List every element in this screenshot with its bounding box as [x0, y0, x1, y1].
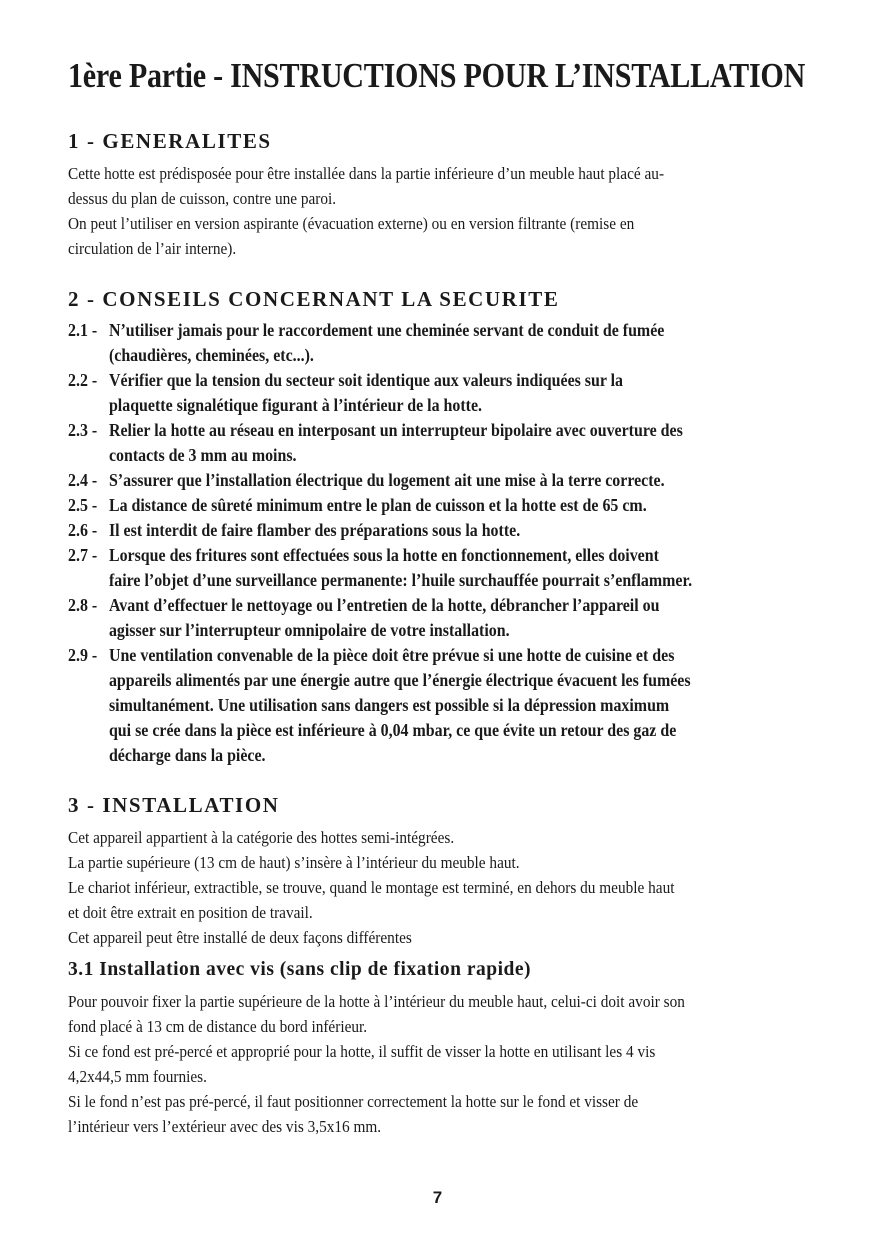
- item-number: 2.7 -: [68, 545, 98, 565]
- item-text-line: faire l’objet d’une surveillance permanente: l’huile surchauffée pourrait s’enflammer.: [108, 570, 693, 590]
- subsection-heading-installation-vis: 3.1 Installation avec vis (sans clip de fixation rapide): [68, 959, 531, 980]
- item-number: 2.5 -: [68, 495, 98, 515]
- item-number: 2.3 -: [68, 420, 98, 440]
- item-text-line: qui se crée dans la pièce est inférieure à 0,04 mbar, ce que évite un retour des gaz de: [108, 720, 677, 740]
- item-text-line: Il est interdit de faire flamber des préparations sous la hotte.: [108, 520, 521, 540]
- text-line: Cette hotte est prédisposée pour être installée dans la partie inférieure d’un meuble haut placé au-: [68, 164, 665, 183]
- text-line: l’intérieur vers l’extérieur avec des vis 3,5x16 mm.: [68, 1117, 382, 1136]
- item-text-line: Vérifier que la tension du secteur soit identique aux valeurs indiquées sur la: [108, 370, 624, 390]
- item-text-line: agisser sur l’interrupteur omnipolaire de votre installation.: [108, 620, 510, 640]
- text-line: On peut l’utiliser en version aspirante (évacuation externe) ou en version filtrante (remise en: [68, 214, 635, 233]
- item-number: 2.4 -: [68, 470, 98, 490]
- list-item: [68, 318, 787, 368]
- item-number: 2.2 -: [68, 370, 98, 390]
- item-text-line: Avant d’effectuer le nettoyage ou l’entretien de la hotte, débrancher l’appareil ou: [108, 595, 660, 615]
- list-item: [68, 493, 787, 518]
- list-item: [68, 543, 787, 593]
- list-item: [68, 593, 787, 643]
- list-item: [68, 468, 787, 493]
- list-item: [68, 418, 787, 468]
- section-installation-text: [68, 825, 752, 950]
- list-item: [68, 518, 787, 543]
- item-text-line: Lorsque des fritures sont effectuées sous la hotte en fonctionnement, elles doivent: [108, 545, 659, 565]
- text-line: Cet appareil appartient à la catégorie des hottes semi-intégrées.: [68, 828, 455, 847]
- text-line: Pour pouvoir fixer la partie supérieure de la hotte à l’intérieur du meuble haut, celui-ci doit avoir son: [68, 992, 685, 1011]
- item-text-line: (chaudières, cheminées, etc...).: [108, 345, 314, 365]
- list-item: [68, 368, 787, 418]
- item-number: 2.9 -: [68, 645, 98, 665]
- section-heading-securite: 2 - CONSEILS CONCERNANT LA SECURITE: [68, 287, 560, 311]
- text-line: 4,2x44,5 mm fournies.: [68, 1067, 207, 1086]
- item-text-line: contacts de 3 mm au moins.: [108, 445, 297, 465]
- item-number: 2.1 -: [68, 320, 98, 340]
- item-text-line: La distance de sûreté minimum entre le plan de cuisson et la hotte est de 65 cm.: [108, 495, 647, 515]
- item-text-line: plaquette signalétique figurant à l’intérieur de la hotte.: [108, 395, 482, 415]
- list-item: [68, 643, 787, 768]
- item-text-line: S’assurer que l’installation électrique du logement ait une mise à la terre correcte.: [108, 470, 665, 490]
- item-text-line: Une ventilation convenable de la pièce doit être prévue si une hotte de cuisine et des: [108, 645, 675, 665]
- item-text-line: simultanément. Une utilisation sans dangers est possible si la dépression maximum: [108, 695, 670, 715]
- text-line: Cet appareil peut être installé de deux façons différentes: [68, 928, 412, 947]
- subsection-installation-vis-text: [68, 989, 752, 1139]
- item-text-line: décharge dans la pièce.: [108, 745, 266, 765]
- text-line: La partie supérieure (13 cm de haut) s’insère à l’intérieur du meuble haut.: [68, 853, 520, 872]
- section-generalites-text: [68, 161, 752, 261]
- text-line: Si ce fond est pré-percé et approprié pour la hotte, il suffit de visser la hotte en utilisant les 4 vis: [68, 1042, 656, 1061]
- item-text-line: N’utiliser jamais pour le raccordement une cheminée servant de conduit de fumée: [108, 320, 665, 340]
- text-line: circulation de l’air interne).: [68, 239, 237, 258]
- section-heading-generalites: 1 - GENERALITES: [68, 129, 272, 153]
- item-text-line: Relier la hotte au réseau en interposant un interrupteur bipolaire avec ouverture des: [108, 420, 683, 440]
- text-line: dessus du plan de cuisson, contre une paroi.: [68, 189, 337, 208]
- item-text-line: appareils alimentés par une énergie autre que l’énergie électrique évacuent les fumées: [108, 670, 691, 690]
- item-number: 2.6 -: [68, 520, 98, 540]
- text-line: fond placé à 13 cm de distance du bord inférieur.: [68, 1017, 368, 1036]
- text-line: Si le fond n’est pas pré-percé, il faut positionner correctement la hotte sur le fond et visser de: [68, 1092, 639, 1111]
- text-line: Le chariot inférieur, extractible, se trouve, quand le montage est terminé, en dehors du meuble haut: [68, 878, 675, 897]
- page-number: 7: [432, 1188, 443, 1207]
- item-number: 2.8 -: [68, 595, 98, 615]
- safety-list: [68, 318, 787, 768]
- text-line: et doit être extrait en position de travail.: [68, 903, 313, 922]
- page-title: 1ère Partie - INSTRUCTIONS POUR L’INSTALLATION: [68, 56, 806, 95]
- section-heading-installation: 3 - INSTALLATION: [68, 793, 280, 817]
